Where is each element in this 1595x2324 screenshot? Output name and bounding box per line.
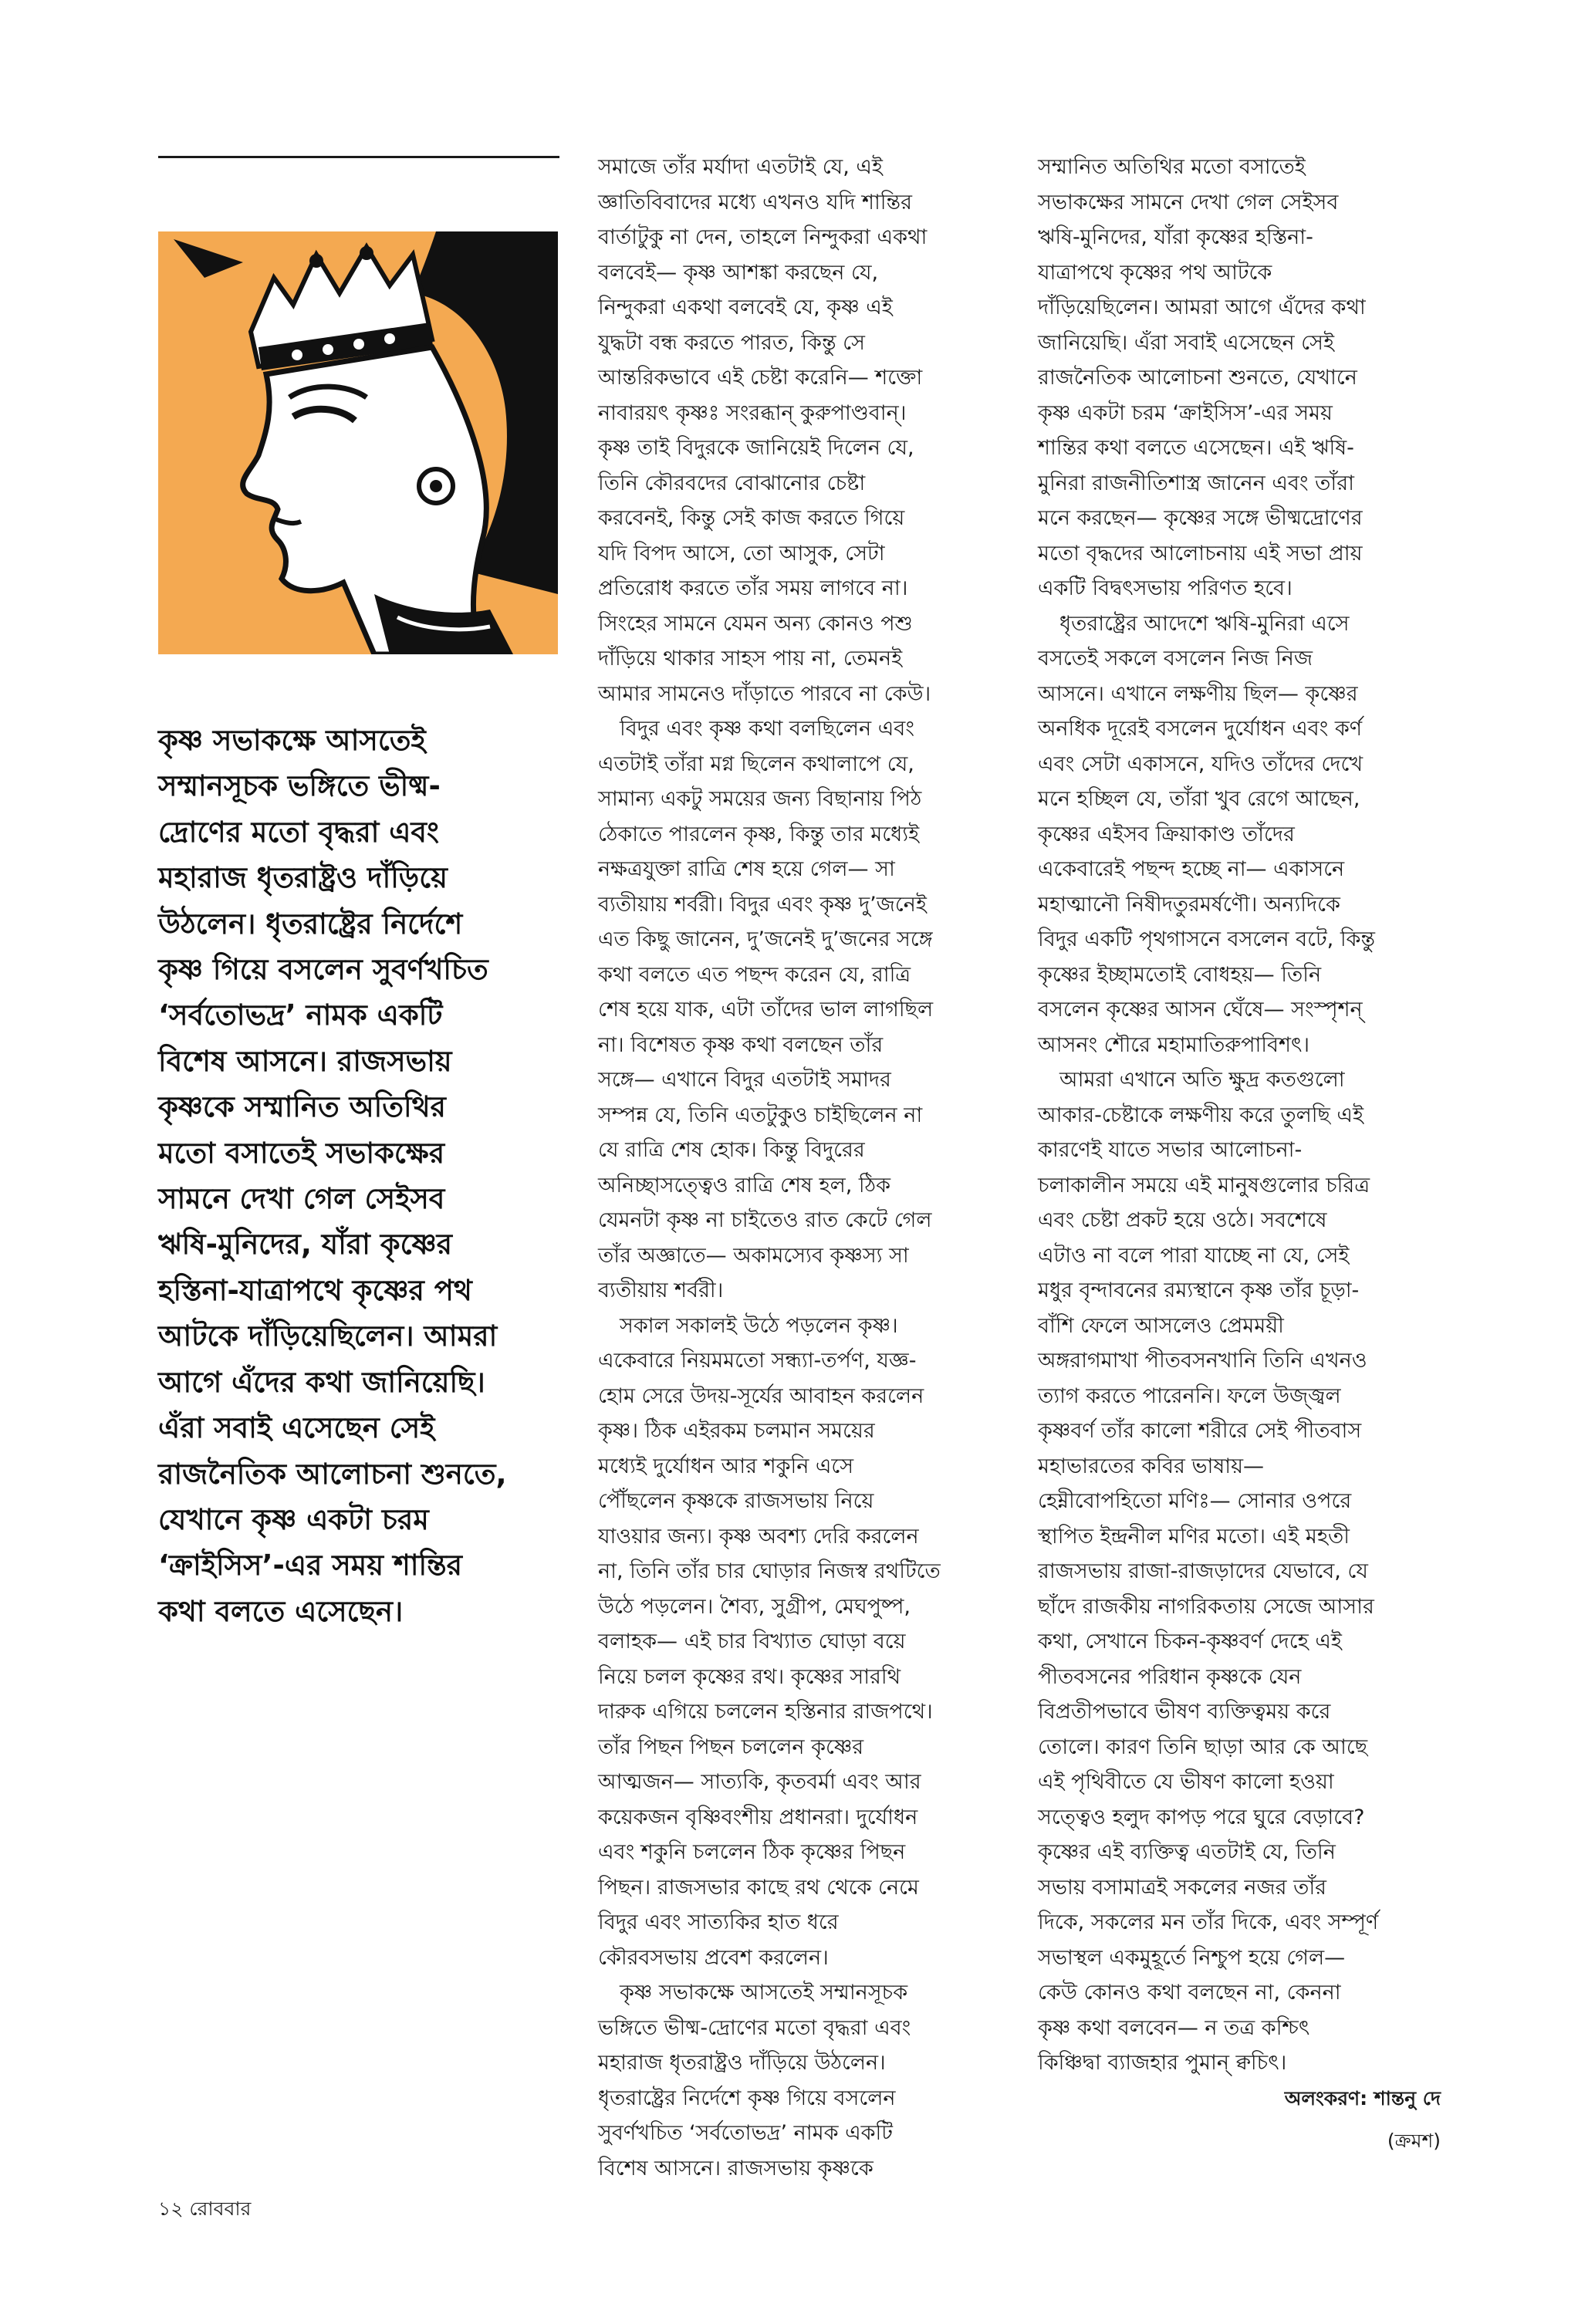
text-line: মহাত্মানৌ নিষীদতুরমর্ষণৌ। অন্যদিকে bbox=[1038, 892, 1340, 917]
text-line: উঠে পড়লেন। শৈব্য, সুগ্রীপ, মেঘপুষ্প, bbox=[598, 1594, 911, 1619]
text-line: আসনং শৌরে মহামাতিরুপাবিশৎ। bbox=[1038, 1032, 1310, 1057]
text-line: সভাস্থল একমুহূর্তে নিশ্চুপ হয়ে গেল— bbox=[1038, 1945, 1346, 1970]
text-line: কৌরবসভায় প্রবেশ করলেন। bbox=[598, 1945, 829, 1970]
pullquote-line: আগে এঁদের কথা জানিয়েছি। bbox=[158, 1365, 485, 1399]
text-line: প্রতিরোধ করতে তাঁর সময় লাগবে না। bbox=[598, 576, 908, 600]
text-line: সম্মানিত অতিথির মতো বসাতেই bbox=[1038, 155, 1306, 179]
text-line: আসনে। এখানে লক্ষণীয় ছিল— কৃষ্ণের bbox=[1038, 681, 1358, 706]
text-line: নিয়ে চলল কৃষ্ণের রথ। কৃষ্ণের সারথি bbox=[598, 1664, 901, 1689]
pullquote-line: মতো বসাতেই সভাকক্ষের bbox=[158, 1136, 445, 1170]
text-line: সভাকক্ষের সামনে দেখা গেল সেইসব bbox=[1038, 190, 1339, 214]
text-line: বাঁশি ফেলে আসলেও প্রেমময়ী bbox=[1038, 1313, 1284, 1338]
text-line: কৃষ্ণ একটা চরম ‘ক্রাইসিস’-এর সময় bbox=[1038, 400, 1333, 425]
text-line: সভায় বসামাত্রই সকলের নজর তাঁর bbox=[1038, 1875, 1327, 1900]
text-line: কেউ কোনও কথা বলছেন না, কেননা bbox=[1038, 1981, 1341, 2005]
text-line: সম্পন্ন যে, তিনি এতটুকুও চাইছিলেন না bbox=[598, 1103, 923, 1127]
text-line: কৃষ্ণ তাই বিদুরকে জানিয়েই দিলেন যে, bbox=[598, 436, 914, 460]
text-line: ব্যতীয়ায় শর্বরী। bbox=[598, 1279, 724, 1302]
text-line: রাজনৈতিক আলোচনা শুনতে, যেখানে bbox=[1038, 366, 1357, 390]
krishna-profile-illustration bbox=[158, 231, 558, 654]
pullquote-line: কথা বলতে এসেছেন। bbox=[158, 1594, 404, 1628]
text-line: ধৃতরাষ্ট্রের নির্দেশে কৃষ্ণ গিয়ে বসলেন bbox=[598, 2086, 896, 2110]
pullquote-line: সামনে দেখা গেল সেইসব bbox=[158, 1182, 445, 1216]
text-line: কয়েকজন বৃষ্ণিবংশীয় প্রধানরা। দুর্যোধন bbox=[598, 1805, 918, 1829]
text-line: বিদুর এবং সাত্যকির হাত ধরে bbox=[598, 1910, 839, 1934]
text-line: কৃষ্ণ কথা বলবেন— ন তত্র কশ্চিৎ bbox=[1038, 2015, 1310, 2040]
text-line: একটি বিদ্বৎসভায় পরিণত হবে। bbox=[1038, 576, 1293, 600]
text-line: মতো বৃদ্ধদের আলোচনায় এই সভা প্রায় bbox=[1038, 541, 1363, 566]
text-line: মধুর বৃন্দাবনের রম্যস্থানে কৃষ্ণ তাঁর চূড়া- bbox=[1038, 1279, 1360, 1302]
text-line: যদি বিপদ আসে, তো আসুক, সেটা bbox=[598, 541, 885, 566]
text-line: সত্ত্বেও হলুদ কাপড় পরে ঘুরে বেড়াবে? bbox=[1038, 1805, 1365, 1829]
text-line: একেবারেই পছন্দ হচ্ছে না— একাসনে bbox=[1038, 857, 1345, 881]
text-line: মুনিরা রাজনীতিশাস্ত্র জানেন এবং তাঁরা bbox=[1038, 471, 1354, 495]
text-line: পিছন। রাজসভার কাছে রথ থেকে নেমে bbox=[598, 1875, 919, 1900]
pullquote-line: যেখানে কৃষ্ণ একটা চরম bbox=[158, 1502, 429, 1536]
text-line: নাবারয়ৎ কৃষ্ণঃ সংরব্ধান্ কুরুপাণ্ডবান্। bbox=[598, 400, 907, 425]
text-line: অনধিক দূরেই বসলেন দুর্যোধন এবং কর্ণ bbox=[1038, 717, 1363, 741]
page-folio: ১২ রোববার bbox=[158, 2197, 252, 2220]
text-line: ব্যতীয়ায় শর্বরী। বিদুর এবং কৃষ্ণ দু’জনেই bbox=[598, 892, 927, 917]
text-line: যুদ্ধটা বন্ধ করতে পারত, কিন্তু সে bbox=[598, 330, 865, 355]
text-line: অঙ্গরাগমাখা পীতবসনখানি তিনি এখনও bbox=[1038, 1349, 1367, 1373]
text-line: বার্তাটুকু না দেন, তাহলে নিন্দুকরা একথা bbox=[598, 225, 928, 249]
text-line: শেষ হয়ে যাক, এটা তাঁদের ভাল লাগছিল bbox=[598, 998, 934, 1022]
text-line: বসতেই সকলে বসলেন নিজ নিজ bbox=[1038, 647, 1313, 671]
pullquote-line: হস্তিনা-যাত্রাপথে কৃষ্ণের পথ bbox=[158, 1273, 472, 1307]
text-line: ছাঁদে রাজকীয় নাগরিকতায় সেজে আসার bbox=[1038, 1594, 1374, 1619]
text-line: যেমনটা কৃষ্ণ না চাইতেও রাত কেটে গেল bbox=[598, 1208, 932, 1232]
text-line: নিন্দুকরা একথা বলবেই যে, কৃষ্ণ এই bbox=[598, 296, 893, 319]
pull-quote bbox=[158, 718, 559, 1634]
text-line: বসলেন কৃষ্ণের আসন ঘেঁষে— সংস্পৃশন্ bbox=[1038, 998, 1363, 1022]
text-line: বিদুর একটি পৃথগাসনে বসলেন বটে, কিন্তু bbox=[1038, 927, 1376, 951]
text-line: কৃষ্ণ সভাকক্ষে আসতেই সম্মানসূচক bbox=[620, 1981, 908, 2005]
text-line: ঠেকাতে পারলেন কৃষ্ণ, কিন্তু তার মধ্যেই bbox=[598, 822, 920, 846]
text-line: চলাকালীন সময়ে এই মানুষগুলোর চরিত্র bbox=[1038, 1173, 1370, 1197]
text-line: করবেনই, কিন্তু সেই কাজ করতে গিয়ে bbox=[598, 506, 905, 530]
text-line: অনিচ্ছাসত্ত্বেও রাত্রি শেষ হল, ঠিক bbox=[598, 1173, 890, 1197]
pullquote-line: রাজনৈতিক আলোচনা শুনতে, bbox=[158, 1457, 507, 1491]
pullquote-line: বিশেষ আসনে। রাজসভায় bbox=[158, 1044, 452, 1078]
text-line: কথা, সেখানে চিকন-কৃষ্ণবর্ণ দেহে এই bbox=[1038, 1630, 1342, 1653]
text-line: না, তিনি তাঁর চার ঘোড়ার নিজস্ব রথটিতে bbox=[598, 1559, 941, 1583]
text-line: শান্তির কথা বলতে এসেছেন। এই ঋষি- bbox=[1038, 436, 1354, 460]
text-line: তাঁর পিছন পিছন চললেন কৃষ্ণের bbox=[598, 1735, 864, 1759]
text-line: এই পৃথিবীতে যে ভীষণ কালো হওয়া bbox=[1038, 1770, 1334, 1794]
pullquote-line: কৃষ্ণ সভাকক্ষে আসতেই bbox=[158, 724, 426, 757]
text-line: কৃষ্ণের এইসব ক্রিয়াকাণ্ড তাঁদের bbox=[1038, 822, 1295, 846]
text-line: মধ্যেই দুর্যোধন আর শকুনি এসে bbox=[598, 1454, 854, 1478]
pullquote-line: ‘সর্বতোভদ্র’ নামক একটি bbox=[158, 998, 443, 1032]
text-line: সঙ্গে— এখানে বিদুর এতটাই সমাদর bbox=[598, 1068, 891, 1092]
text-line: এতটাই তাঁরা মগ্ন ছিলেন কথালাপে যে, bbox=[598, 752, 914, 776]
text-line: কৃষ্ণবর্ণ তাঁর কালো শরীরে সেই পীতবাস bbox=[1038, 1419, 1362, 1443]
text-line: বিপ্রতীপভাবে ভীষণ ব্যক্তিত্বময় করে bbox=[1038, 1700, 1331, 1724]
text-line: তিনি কৌরবদের বোঝানোর চেষ্টা bbox=[598, 471, 866, 495]
text-line: আন্তরিকভাবে এই চেষ্টা করেনি— শক্তো bbox=[598, 366, 923, 390]
text-line: ত্যাগ করতে পারেননি। ফলে উজ্জ্বল bbox=[1038, 1383, 1341, 1408]
text-line: রাজসভায় রাজা-রাজড়াদের যেভাবে, যে bbox=[1038, 1559, 1368, 1583]
text-line: সামান্য একটু সময়ের জন্য বিছানায় পিঠ bbox=[598, 787, 922, 811]
text-line: জানিয়েছি। এঁরা সবাই এসেছেন সেই bbox=[1038, 330, 1334, 355]
text-line: ভঙ্গিতে ভীষ্ম-দ্রোণের মতো বৃদ্ধরা এবং bbox=[598, 2015, 911, 2040]
text-line: এবং শকুনি চললেন ঠিক কৃষ্ণের পিছন bbox=[598, 1840, 906, 1864]
text-line: বিশেষ আসনে। রাজসভায় কৃষ্ণকে bbox=[598, 2156, 874, 2180]
text-line: সকাল সকালই উঠে পড়লেন কৃষ্ণ। bbox=[620, 1313, 898, 1338]
text-line: কৃষ্ণ। ঠিক এইরকম চলমান সময়ের bbox=[598, 1419, 875, 1443]
text-line: জ্ঞাতিবিবাদের মধ্যে এখনও যদি শান্তির bbox=[598, 190, 912, 214]
text-line: মনে হচ্ছিল যে, তাঁরা খুব রেগে আছেন, bbox=[1038, 787, 1360, 811]
text-line: সুবর্ণখচিত ‘সর্বতোভদ্র’ নামক একটি bbox=[598, 2121, 893, 2145]
text-line: সমাজে তাঁর মর্যাদা এতটাই যে, এই bbox=[598, 155, 883, 179]
text-line: যাত্রাপথে কৃষ্ণের পথ আটকে bbox=[1038, 260, 1272, 285]
text-line: যে রাত্রি শেষ হোক। কিন্তু বিদুরের bbox=[598, 1138, 865, 1162]
pullquote-line: সম্মানসূচক ভঙ্গিতে ভীষ্ম- bbox=[158, 769, 441, 803]
pullquote-line: কৃষ্ণকে সম্মানিত অতিথির bbox=[158, 1090, 446, 1124]
pullquote-line: ঋষি-মুনিদের, যাঁরা কৃষ্ণের bbox=[158, 1228, 453, 1262]
text-line: কথা বলতে এত পছন্দ করেন যে, রাত্রি bbox=[598, 962, 911, 987]
text-line: মহারাজ ধৃতরাষ্ট্রও দাঁড়িয়ে উঠলেন। bbox=[598, 2051, 886, 2075]
text-line: কৃষ্ণের ইচ্ছামতোই বোধহয়— তিনি bbox=[1038, 962, 1322, 987]
text-line: এত কিছু জানেন, দু’জনেই দু’জনের সঙ্গে bbox=[598, 927, 933, 951]
text-line: নক্ষত্রযুক্তা রাত্রি শেষ হয়ে গেল— সা bbox=[598, 857, 895, 881]
text-line: কিঞ্চিদ্বা ব্যাজহার পুমান্ ক্বচিৎ। bbox=[1038, 2051, 1287, 2075]
text-line: মনে করছেন— কৃষ্ণের সঙ্গে ভীষ্মদ্রোণের bbox=[1038, 506, 1363, 530]
text-line: কৃষ্ণের এই ব্যক্তিত্ব এতটাই যে, তিনি bbox=[1038, 1840, 1336, 1864]
text-line: এটাও না বলে পারা যাচ্ছে না যে, সেই bbox=[1038, 1243, 1350, 1268]
text-line: তাঁর অজ্ঞাতে— অকামস্যেব কৃষ্ণস্য সা bbox=[598, 1243, 909, 1268]
text-line: এবং সেটা একাসনে, যদিও তাঁদের দেখে bbox=[1038, 752, 1364, 776]
text-line: আমার সামনেও দাঁড়াতে পারবে না কেউ। bbox=[598, 681, 931, 706]
text-line: সিংহের সামনে যেমন অন্য কোনও পশু bbox=[598, 611, 913, 636]
text-line: স্থাপিত ইন্দ্রনীল মণির মতো। এই মহতী bbox=[1038, 1524, 1350, 1549]
text-line: দারুক এগিয়ে চললেন হস্তিনার রাজপথে। bbox=[598, 1700, 933, 1724]
text-line: তোলে। কারণ তিনি ছাড়া আর কে আছে bbox=[1038, 1735, 1368, 1759]
text-line: না। বিশেষত কৃষ্ণ কথা বলছেন তাঁর bbox=[598, 1032, 884, 1057]
pullquote-line: এঁরা সবাই এসেছেন সেই bbox=[158, 1411, 435, 1445]
pullquote-line: মহারাজ ধৃতরাষ্ট্রও দাঁড়িয়ে bbox=[158, 861, 448, 895]
text-line: বলাহক— এই চার বিখ্যাত ঘোড়া বয়ে bbox=[598, 1630, 906, 1653]
text-line: আকার-চেষ্টাকে লক্ষণীয় করে তুলছি এই bbox=[1038, 1103, 1364, 1127]
pullquote-line: কৃষ্ণ গিয়ে বসলেন সুবর্ণখচিত bbox=[158, 953, 488, 987]
text-line: দাঁড়িয়েছিলেন। আমরা আগে এঁদের কথা bbox=[1038, 296, 1366, 319]
text-line: বিদুর এবং কৃষ্ণ কথা বলছিলেন এবং bbox=[620, 717, 914, 741]
pullquote-line: ‘ক্রাইসিস’-এর সময় শান্তির bbox=[158, 1549, 462, 1583]
text-line: যাওয়ার জন্য। কৃষ্ণ অবশ্য দেরি করলেন bbox=[598, 1524, 919, 1549]
text-line: দিকে, সকলের মন তাঁর দিকে, এবং সম্পূর্ণ bbox=[1038, 1910, 1379, 1934]
article-column-3 bbox=[1038, 150, 1424, 2081]
top-rule bbox=[158, 156, 559, 158]
text-line: একেবারে নিয়মমতো সন্ধ্যা-তর্পণ, যজ্ঞ- bbox=[598, 1349, 917, 1373]
article-column-2 bbox=[598, 150, 984, 2186]
text-line: হেম্নীবোপহিতো মণিঃ— সোনার ওপরে bbox=[1038, 1489, 1352, 1513]
pullquote-line: দ্রোণের মতো বৃদ্ধরা এবং bbox=[158, 815, 439, 849]
pullquote-line: আটকে দাঁড়িয়েছিলেন। আমরা bbox=[158, 1319, 498, 1353]
illustration-credit: অলংকরণ: শান্তনু দে bbox=[1284, 2087, 1441, 2110]
text-line: আমরা এখানে অতি ক্ষুদ্র কতগুলো bbox=[1059, 1068, 1345, 1092]
text-line: হোম সেরে উদয়-সূর্যের আবাহন করলেন bbox=[598, 1383, 924, 1408]
text-line: আত্মজন— সাত্যকি, কৃতবর্মা এবং আর bbox=[598, 1770, 921, 1794]
text-line: বলবেই— কৃষ্ণ আশঙ্কা করছেন যে, bbox=[598, 260, 879, 285]
text-line: কারণেই যাতে সভার আলোচনা- bbox=[1038, 1138, 1303, 1162]
text-line: ধৃতরাষ্ট্রের আদেশে ঋষি-মুনিরা এসে bbox=[1059, 611, 1350, 636]
pullquote-line: উঠলেন। ধৃতরাষ্ট্রের নির্দেশে bbox=[158, 907, 463, 941]
continued-note: (ক্রমশ) bbox=[1387, 2130, 1441, 2152]
text-line: পৌঁছলেন কৃষ্ণকে রাজসভায় নিয়ে bbox=[598, 1489, 874, 1513]
text-line: মহাভারতের কবির ভাষায়— bbox=[1038, 1454, 1264, 1478]
text-line: পীতবসনের পরিধান কৃষ্ণকে যেন bbox=[1038, 1664, 1302, 1689]
text-line: ঋষি-মুনিদের, যাঁরা কৃষ্ণের হস্তিনা- bbox=[1038, 225, 1313, 249]
text-line: এবং চেষ্টা প্রকট হয়ে ওঠে। সবশেষে bbox=[1038, 1208, 1327, 1232]
text-line: দাঁড়িয়ে থাকার সাহস পায় না, তেমনই bbox=[598, 647, 903, 671]
